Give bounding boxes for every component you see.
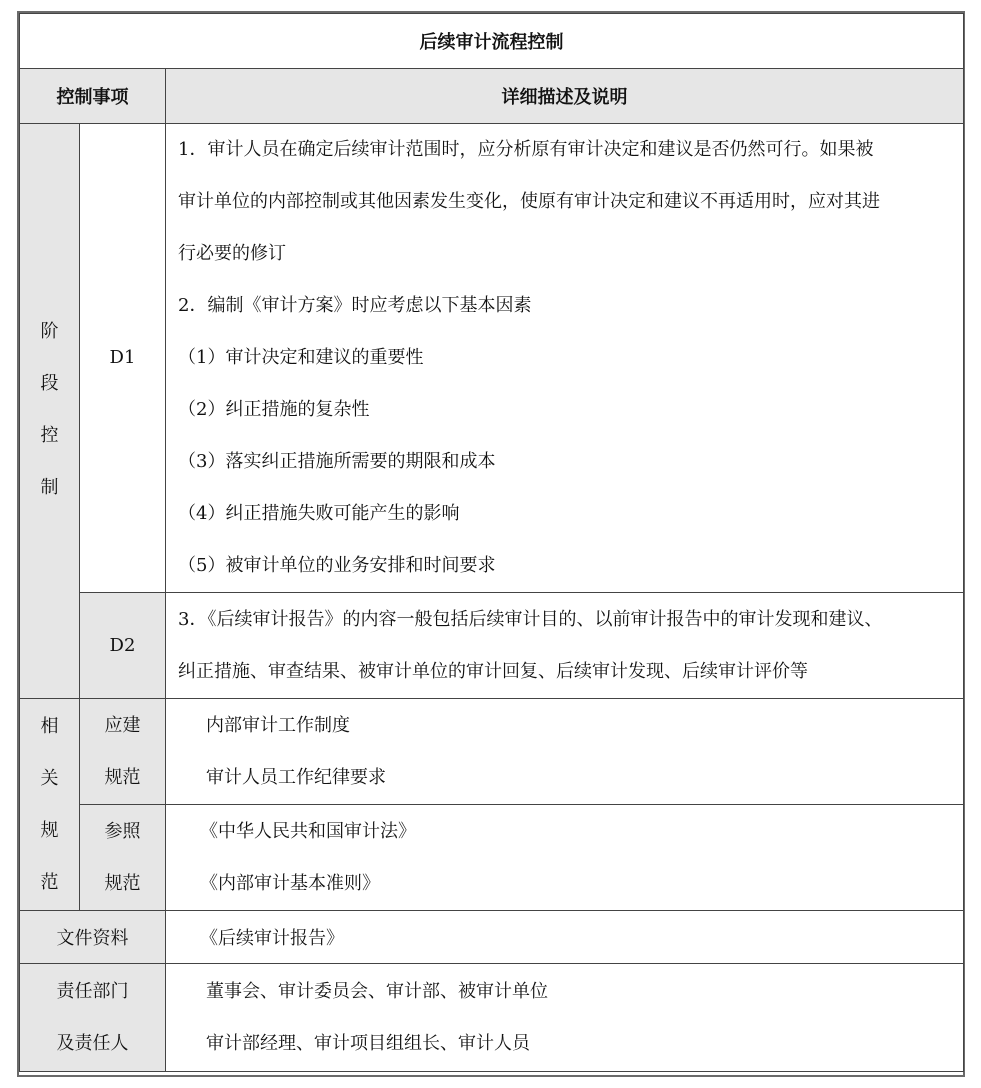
d1-code: D1 <box>80 124 166 593</box>
table-title: 后续审计流程控制 <box>20 14 964 69</box>
responsibility-label: 责任部门 及责任人 <box>20 964 166 1072</box>
norm-item: 《内部审计基本准则》 <box>200 872 380 894</box>
refer-norms-items <box>166 805 964 911</box>
d1-line: 行必要的修订 <box>178 243 286 264</box>
d1-line: （4）纠正措施失败可能产生的影响 <box>178 503 460 524</box>
d2-line: 纠正措施、审查结果、被审计单位的审计回复、后续审计发现、后续审计评价等 <box>178 660 808 682</box>
norm-item: 内部审计工作制度 <box>206 714 350 736</box>
norm-item: 《中华人民共和国审计法》 <box>200 820 416 842</box>
d2-description <box>166 593 964 699</box>
d1-line: （1）审计决定和建议的重要性 <box>178 347 424 368</box>
d1-line: （3）落实纠正措施所需要的期限和成本 <box>178 451 496 472</box>
related-norms-label: 相 关 规 范 <box>20 699 80 911</box>
process-control-table <box>19 13 964 1072</box>
stage-control-label: 阶 段 控 制 <box>20 124 80 699</box>
responsibility-items <box>166 964 964 1072</box>
should-norms-items <box>166 699 964 805</box>
should-norms-label: 应建 规范 <box>80 699 166 805</box>
d1-line: （5）被审计单位的业务安排和时间要求 <box>178 555 496 576</box>
docs-value: 《后续审计报告》 <box>166 911 964 964</box>
refer-norms-label: 参照 规范 <box>80 805 166 911</box>
resp-item: 审计部经理、审计项目组组长、审计人员 <box>206 1032 530 1054</box>
d1-description <box>166 124 964 593</box>
d1-line: 审计单位的内部控制或其他因素发生变化，使原有审计决定和建议不再适用时，应对其进 <box>178 191 880 212</box>
d2-code: D2 <box>80 593 166 699</box>
header-description: 详细描述及说明 <box>166 69 964 124</box>
header-control-item: 控制事项 <box>20 69 166 124</box>
d1-line: 1．审计人员在确定后续审计范围时，应分析原有审计决定和建议是否仍然可行。如果被 <box>178 139 874 160</box>
d1-line: 2．编制《审计方案》时应考虑以下基本因素 <box>178 295 532 316</box>
d2-line: 3．《后续审计报告》的内容一般包括后续审计目的、以前审计报告中的审计发现和建议、 <box>178 608 883 630</box>
norm-item: 审计人员工作纪律要求 <box>206 766 386 788</box>
d1-line: （2）纠正措施的复杂性 <box>178 399 370 420</box>
docs-label: 文件资料 <box>20 911 166 964</box>
resp-item: 董事会、审计委员会、审计部、被审计单位 <box>206 980 548 1002</box>
